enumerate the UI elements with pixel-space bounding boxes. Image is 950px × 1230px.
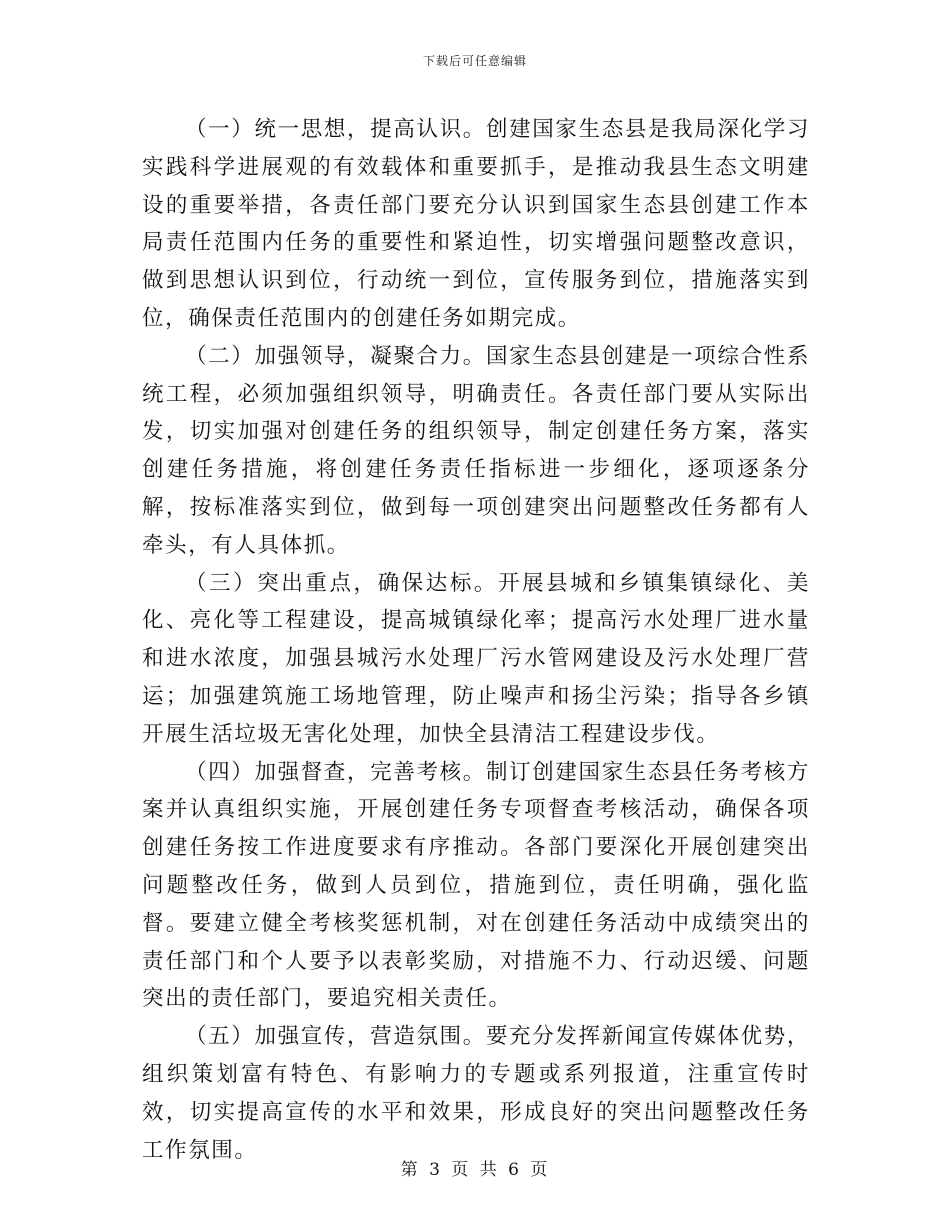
page-header: 下载后可任意编辑 [422, 54, 527, 68]
paragraph-3: （三）突出重点，确保达标。开展县城和乡镇集镇绿化、美化、亮化等工程建设，提高城镇绿化率；提高污水处理厂进水量和进水浓度，加强县城污水处理厂污水管网建设及污水处理厂营运；加强建筑施工场地管理，防止噪声和扬尘污染；指导各乡镇开展生活垃圾无害化处理，加快全县清洁工程建设步伐。 [142, 570, 810, 747]
page-number-footer: 第 3 页 共 6 页 [400, 1160, 550, 1180]
paragraph-4: （四）加强督查，完善考核。制订创建国家生态县任务考核方案并认真组织实施，开展创建任务专项督查考核活动，确保各项创建任务按工作进度要求有序推动。各部门要深化开展创建突出问题整改任务，做到人员到位，措施到位，责任明确，强化监督。要建立健全考核奖惩机制，对在创建任务活动中成绩突出的责任部门和个人要予以表彰奖励，对措施不力、行动迟缓、问题突出的责任部门，要追究相关责任。 [142, 759, 810, 1012]
paragraph-5: （五）加强宣传，营造氛围。要充分发挥新闻宣传媒体优势，组织策划富有特色、有影响力的专题或系列报道，注重宣传时效，切实提高宣传的水平和效果，形成良好的突出问题整改任务工作氛围。 [142, 1024, 810, 1163]
document-body [142, 111, 810, 1169]
paragraph-1: （一）统一思想，提高认识。创建国家生态县是我局深化学习实践科学进展观的有效载体和重要抓手，是推动我县生态文明建设的重要举措，各责任部门要充分认识到国家生态县创建工作本局责任范围内任务的重要性和紧迫性，切实增强问题整改意识，做到思想认识到位，行动统一到位，宣传服务到位，措施落实到位，确保责任范围内的创建任务如期完成。 [142, 117, 810, 331]
paragraph-2: （二）加强领导，凝聚合力。国家生态县创建是一项综合性系统工程，必须加强组织领导，明确责任。各责任部门要从实际出发，切实加强对创建任务的组织领导，制定创建任务方案，落实创建任务措施，将创建任务责任指标进一步细化，逐项逐条分解，按标准落实到位，做到每一项创建突出问题整改任务都有人牵头，有人具体抓。 [142, 343, 810, 558]
